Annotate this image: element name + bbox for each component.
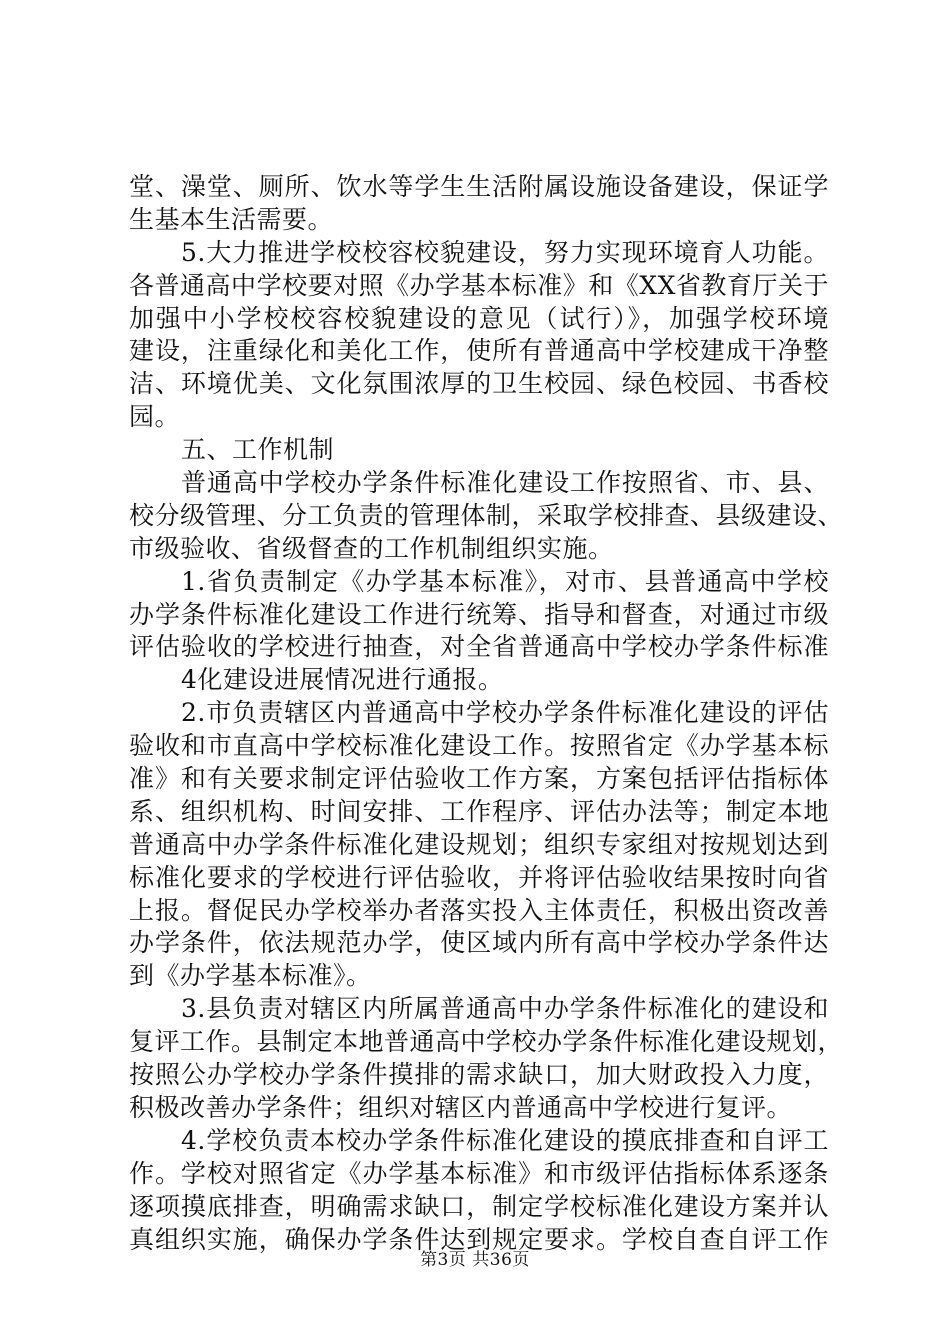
text-line: 办学条件标准化建设工作进行统筹、指导和督查，对通过市级 — [129, 599, 829, 629]
text-line: 生基本生活需要。 — [129, 204, 334, 234]
text-line: 5.大力推进学校校容校貌建设，努力实现环境育人功能。 — [181, 237, 829, 267]
text-line: 建设，注重绿化和美化工作，使所有普通高中学校建成干净整 — [129, 336, 829, 366]
text-line: 堂、澡堂、厕所、饮水等学生生活附属设施设备建设，保证学 — [129, 172, 829, 201]
text-line: 真组织实施，确保办学条件达到规定要求。学校自查自评工作 — [129, 1224, 829, 1254]
text-line: 各普通高中学校要对照《办学基本标准》和《XX省教育厅关于 — [129, 270, 829, 300]
text-line: 加强中小学校校容校貌建设的意见（试行）》，加强学校环境 — [129, 303, 829, 333]
text-line: 2.市负责辖区内普通高中学校办学条件标准化建设的评估 — [181, 698, 829, 728]
text-line: 按照公办学校办学条件摸排的需求缺口，加大财政投入力度， — [129, 1060, 829, 1090]
text-line: 逐项摸底排查，明确需求缺口，制定学校标准化建设方案并认 — [129, 1191, 829, 1221]
text-line: 上报。督促民办学校举办者落实投入主体责任，积极出资改善 — [129, 895, 829, 925]
text-line: 普通高中办学条件标准化建设规划；组织专家组对按规划达到 — [129, 829, 829, 859]
text-line: 市级验收、省级督查的工作机制组织实施。 — [129, 533, 614, 563]
text-line: 园。 — [129, 402, 181, 432]
text-line: 4.学校负责本校办学条件标准化建设的摸底排查和自评工 — [181, 1125, 829, 1155]
text-line: 标准化要求的学校进行评估验收，并将评估验收结果按时向省 — [129, 862, 829, 892]
text-line: 洁、环境优美、文化氛围浓厚的卫生校园、绿色校园、书香校 — [129, 369, 829, 399]
text-line: 积极改善办学条件；组织对辖区内普通高中学校进行复评。 — [129, 1092, 793, 1122]
text-line: 到《办学基本标准》。 — [129, 961, 372, 991]
text-line: 校分级管理、分工负责的管理体制，采取学校排查、县级建设、 — [129, 500, 844, 530]
text-line: 复评工作。县制定本地普通高中学校办学条件标准化建设规划， — [129, 1027, 844, 1057]
text-line: 验收和市直高中学校标准化建设工作。按照省定《办学基本标 — [129, 731, 829, 761]
page-number-footer: 第3页 共36页 — [420, 1250, 530, 1270]
document-body — [129, 171, 844, 1256]
text-line: 准》和有关要求制定评估验收工作方案，方案包括评估指标体 — [129, 764, 829, 794]
text-line: 普通高中学校办学条件标准化建设工作按照省、市、县、 — [181, 468, 829, 498]
text-line: 3.县负责对辖区内所属普通高中办学条件标准化的建设和 — [181, 994, 829, 1024]
section-heading: 五、工作机制 — [181, 435, 335, 465]
text-line: 系、组织机构、时间安排、工作程序、评估办法等；制定本地 — [129, 796, 829, 826]
text-line: 评估验收的学校进行抽查，对全省普通高中学校办学条件标准 — [129, 632, 829, 662]
text-line: 作。学校对照省定《办学基本标准》和市级评估指标体系逐条 — [129, 1158, 829, 1188]
text-line: 1.省负责制定《办学基本标准》，对市、县普通高中学校 — [181, 566, 829, 596]
text-line: 办学条件，依法规范办学，使区域内所有高中学校办学条件达 — [129, 928, 829, 958]
text-line: 4化建设进展情况进行通报。 — [181, 665, 504, 695]
